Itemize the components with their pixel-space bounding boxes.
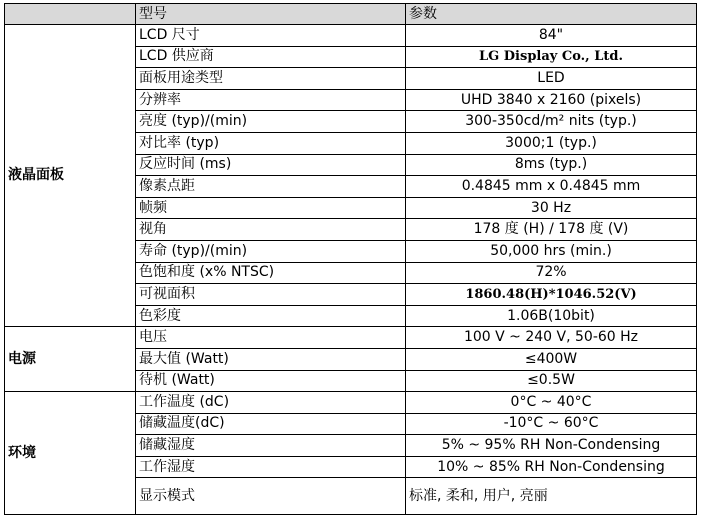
spec-value: 10% ~ 85% RH Non-Condensing (406, 456, 697, 478)
spec-value: LED (406, 68, 697, 90)
spec-value: 100 V ~ 240 V, 50-60 Hz (406, 327, 697, 349)
spec-label: 可视面积 (136, 284, 406, 306)
spec-value: 300-350cd/m² nits (typ.) (406, 111, 697, 133)
spec-label: LCD 尺寸 (136, 25, 406, 47)
spec-value: 标准, 柔和, 用户, 亮丽 (406, 478, 697, 515)
header-model: 型号 (136, 4, 406, 25)
spec-label: 面板用途类型 (136, 68, 406, 90)
spec-value: 1.06B(10bit) (406, 305, 697, 327)
table-row (5, 392, 697, 414)
group-power: 电源 (5, 327, 136, 392)
spec-value: 5% ~ 95% RH Non-Condensing (406, 435, 697, 457)
spec-label: 亮度 (typ)/(min) (136, 111, 406, 133)
spec-label: 像素点距 (136, 176, 406, 198)
spec-label: 帧频 (136, 197, 406, 219)
spec-value: 0.4845 mm x 0.4845 mm (406, 176, 697, 198)
spec-label: 寿命 (typ)/(min) (136, 240, 406, 262)
spec-label: 待机 (Watt) (136, 370, 406, 392)
spec-label: 显示模式 (136, 478, 406, 515)
spec-value: LG Display Co., Ltd. (406, 46, 697, 68)
spec-value: 178 度 (H) / 178 度 (V) (406, 219, 697, 241)
spec-value: 72% (406, 262, 697, 284)
spec-value: 50,000 hrs (min.) (406, 240, 697, 262)
spec-label: 分辨率 (136, 89, 406, 111)
spec-value: 8ms (typ.) (406, 154, 697, 176)
spec-value: 0°C ~ 40°C (406, 392, 697, 414)
spec-label: 电压 (136, 327, 406, 349)
group-lcd-panel: 液晶面板 (5, 25, 136, 327)
spec-value: UHD 3840 x 2160 (pixels) (406, 89, 697, 111)
spec-value: 30 Hz (406, 197, 697, 219)
header-params: 参数 (406, 4, 697, 25)
spec-label: 工作温度 (dC) (136, 392, 406, 414)
spec-label: 反应时间 (ms) (136, 154, 406, 176)
spec-label: LCD 供应商 (136, 46, 406, 68)
header-blank (5, 4, 136, 25)
spec-label: 色饱和度 (x% NTSC) (136, 262, 406, 284)
spec-table (4, 3, 697, 515)
spec-value: ≤400W (406, 348, 697, 370)
spec-value: -10°C ~ 60°C (406, 413, 697, 435)
spec-label: 色彩度 (136, 305, 406, 327)
spec-label: 最大值 (Watt) (136, 348, 406, 370)
spec-label: 储藏湿度 (136, 435, 406, 457)
spec-label: 视角 (136, 219, 406, 241)
header-row (5, 4, 697, 25)
spec-value: 1860.48(H)*1046.52(V) (406, 284, 697, 306)
group-environment: 环境 (5, 392, 136, 515)
spec-value: ≤0.5W (406, 370, 697, 392)
table-row (5, 327, 697, 349)
spec-value: 3000;1 (typ.) (406, 132, 697, 154)
spec-value: 84" (406, 25, 697, 47)
spec-label: 对比率 (typ) (136, 132, 406, 154)
spec-label: 工作湿度 (136, 456, 406, 478)
spec-label: 储藏温度(dC) (136, 413, 406, 435)
table-row (5, 25, 697, 47)
